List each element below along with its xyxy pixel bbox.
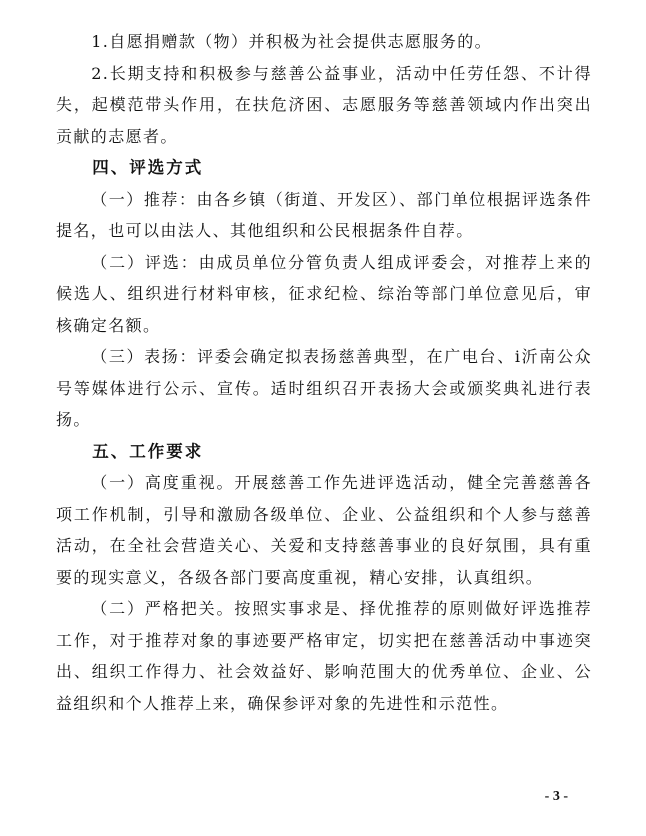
section-heading-evaluation-method: 四、评选方式 (92, 158, 204, 177)
paragraph-commendation: （三）表扬：评委会确定拟表扬慈善典型，在广电台、i沂南公众号等媒体进行公示、宣传。适时组织召开表扬大会或颁奖典礼进行表扬。 (56, 347, 592, 429)
paragraph-item-2: 2.长期支持和积极参与慈善公益事业，活动中任劳任怨、不计得失，起模范带头作用，在扶危济困、志愿服务等慈善领域内作出突出贡献的志愿者。 (56, 63, 592, 146)
paragraph-attach-importance: （一）高度重视。开展慈善工作先进评选活动，健全完善慈善各项工作机制，引导和激励各级单位、企业、公益组织和个人参与慈善活动，在全社会营造关心、关爱和支持慈善事业的良好氛围，具有重要的现实意义，各级各部门要高度重视，精心安排，认真组织。 (56, 473, 592, 587)
paragraph-strict-control: （二）严格把关。按照实事求是、择优推荐的原则做好评选推荐工作，对于推荐对象的事迹要严格审定，切实把在慈善活动中事迹突出、组织工作得力、社会效益好、影响范围大的优秀单位、企业、公益组织和个人推荐上来，确保参评对象的先进性和示范性。 (56, 599, 592, 713)
paragraph-item-1: 1.自愿捐赠款（物）并积极为社会提供志愿服务的。 (91, 32, 493, 51)
document-body (56, 26, 592, 719)
page-number: - 3 - (544, 789, 568, 804)
paragraph-recommendation: （一）推荐：由各乡镇（街道、开发区）、部门单位根据评选条件提名，也可以由法人、其他组织和公民根据条件自荐。 (56, 189, 592, 240)
paragraph-selection: （二）评选：由成员单位分管负责人组成评委会，对推荐上来的候选人、组织进行材料审核，征求纪检、综治等部门单位意见后，审核确定名额。 (56, 252, 592, 335)
section-heading-work-requirements: 五、工作要求 (92, 441, 204, 461)
